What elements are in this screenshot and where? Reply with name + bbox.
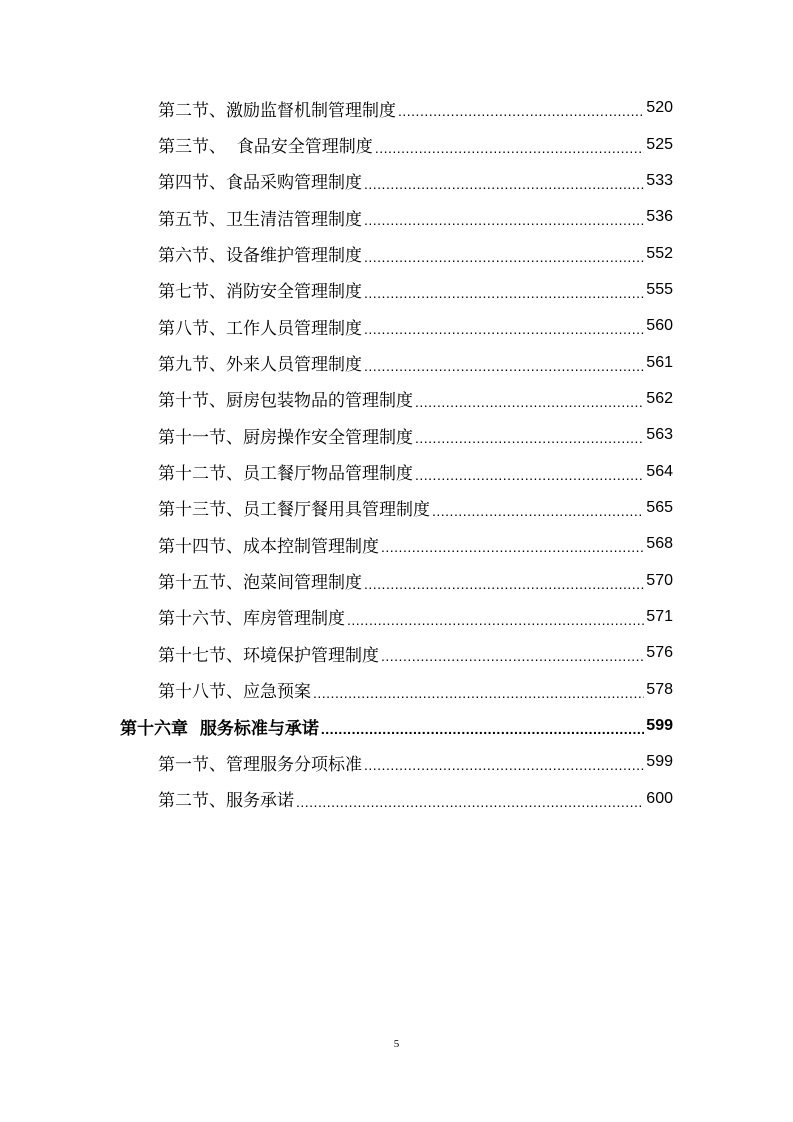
toc-leader-dots bbox=[364, 212, 644, 228]
toc-entry-section-15[interactable] bbox=[0, 562, 673, 598]
toc-entry-section-5[interactable] bbox=[0, 199, 673, 235]
toc-entry-title: 第十三节、员工餐厅餐用具管理制度 bbox=[158, 500, 430, 521]
toc-entry-page: 555 bbox=[646, 280, 673, 298]
toc-entry-title: 第二节、服务承诺 bbox=[158, 791, 294, 812]
toc-entry-title: 第十一节、厨房操作安全管理制度 bbox=[158, 427, 413, 448]
toc-leader-dots bbox=[364, 285, 644, 301]
toc-entry-section-8[interactable] bbox=[0, 308, 673, 344]
toc-leader-dots bbox=[313, 685, 644, 701]
toc-entry-section-7[interactable] bbox=[0, 272, 673, 308]
toc-entry-section-10[interactable] bbox=[0, 381, 673, 417]
toc-entry-page: 525 bbox=[646, 135, 673, 153]
toc-leader-dots bbox=[381, 648, 644, 664]
toc-entry-title: 第十五节、泡菜间管理制度 bbox=[158, 573, 362, 594]
toc-leader-dots bbox=[364, 358, 644, 374]
toc-leader-dots bbox=[375, 140, 644, 156]
toc-entry-section-11[interactable] bbox=[0, 417, 673, 453]
toc-entry-title: 第十八节、应急预案 bbox=[158, 682, 311, 703]
toc-entry-title: 第二节、激励监督机制管理制度 bbox=[158, 100, 396, 121]
toc-entry-page: 561 bbox=[646, 353, 673, 371]
toc-entry-page: 564 bbox=[646, 462, 673, 480]
toc-entry-section-9[interactable] bbox=[0, 344, 673, 380]
toc-entry-section-13[interactable] bbox=[0, 490, 673, 526]
toc-leader-dots bbox=[415, 430, 644, 446]
toc-entry-section-16[interactable] bbox=[0, 599, 673, 635]
toc-entry-page: 552 bbox=[646, 244, 673, 262]
toc-entry-title: 第八节、工作人员管理制度 bbox=[158, 318, 362, 339]
toc-entry-page: 533 bbox=[646, 171, 673, 189]
toc-entry-title: 第四节、食品采购管理制度 bbox=[158, 173, 362, 194]
toc-leader-dots bbox=[296, 794, 644, 810]
toc-entry-section-2b[interactable] bbox=[0, 781, 673, 817]
toc-entry-page: 571 bbox=[646, 607, 673, 625]
toc-leader-dots bbox=[364, 249, 644, 265]
toc-entry-page: 536 bbox=[646, 208, 673, 226]
toc-leader-dots bbox=[321, 721, 644, 737]
toc-leader-dots bbox=[415, 467, 644, 483]
toc-entry-page: 599 bbox=[646, 753, 673, 771]
toc-entry-title: 第七节、消防安全管理制度 bbox=[158, 282, 362, 303]
toc-entry-title: 第十六章 服务标准与承诺 bbox=[120, 718, 319, 739]
toc-entry-page: 600 bbox=[646, 789, 673, 807]
toc-entry-section-14[interactable] bbox=[0, 526, 673, 562]
toc-entry-page: 576 bbox=[646, 644, 673, 662]
toc-entry-page: 520 bbox=[646, 99, 673, 117]
toc-entry-title: 第十七节、环境保护管理制度 bbox=[158, 645, 379, 666]
toc-leader-dots bbox=[398, 103, 644, 119]
toc-entry-section-2[interactable] bbox=[0, 90, 673, 126]
toc-entry-title: 第六节、设备维护管理制度 bbox=[158, 246, 362, 267]
page-number: 5 bbox=[393, 1038, 400, 1050]
toc-entry-page: 599 bbox=[646, 717, 673, 735]
toc-entry-title: 第五节、卫生清洁管理制度 bbox=[158, 209, 362, 230]
toc-entry-section-3[interactable] bbox=[0, 126, 673, 162]
toc-entry-page: 578 bbox=[646, 680, 673, 698]
toc-entry-title: 第十四节、成本控制管理制度 bbox=[158, 536, 379, 557]
toc-entry-title: 第十六节、库房管理制度 bbox=[158, 609, 345, 630]
toc-entry-page: 560 bbox=[646, 317, 673, 335]
toc-entry-section-12[interactable] bbox=[0, 453, 673, 489]
toc-leader-dots bbox=[364, 576, 644, 592]
toc-entry-page: 565 bbox=[646, 498, 673, 516]
toc-entry-page: 570 bbox=[646, 571, 673, 589]
toc-leader-dots bbox=[432, 503, 644, 519]
toc-entry-page: 568 bbox=[646, 535, 673, 553]
toc-entry-page: 563 bbox=[646, 426, 673, 444]
toc-leader-dots bbox=[381, 539, 644, 555]
toc-leader-dots bbox=[364, 321, 644, 337]
toc-entry-title: 第三节、 食品安全管理制度 bbox=[158, 137, 373, 158]
toc-entry-section-17[interactable] bbox=[0, 635, 673, 671]
toc-entry-title: 第九节、外来人员管理制度 bbox=[158, 355, 362, 376]
toc-entry-section-4[interactable] bbox=[0, 163, 673, 199]
toc-entry-title: 第十节、厨房包装物品的管理制度 bbox=[158, 391, 413, 412]
toc-leader-dots bbox=[347, 612, 644, 628]
toc-entry-title: 第一节、管理服务分项标准 bbox=[158, 754, 362, 775]
toc-leader-dots bbox=[415, 394, 644, 410]
toc-entry-page: 562 bbox=[646, 389, 673, 407]
toc-entry-section-1[interactable] bbox=[0, 744, 673, 780]
toc-leader-dots bbox=[364, 176, 644, 192]
toc-entry-section-18[interactable] bbox=[0, 672, 673, 708]
table-of-contents bbox=[0, 90, 793, 817]
toc-entry-section-6[interactable] bbox=[0, 235, 673, 271]
toc-entry-chapter-16[interactable] bbox=[0, 708, 673, 744]
toc-leader-dots bbox=[364, 757, 644, 773]
toc-entry-title: 第十二节、员工餐厅物品管理制度 bbox=[158, 464, 413, 485]
